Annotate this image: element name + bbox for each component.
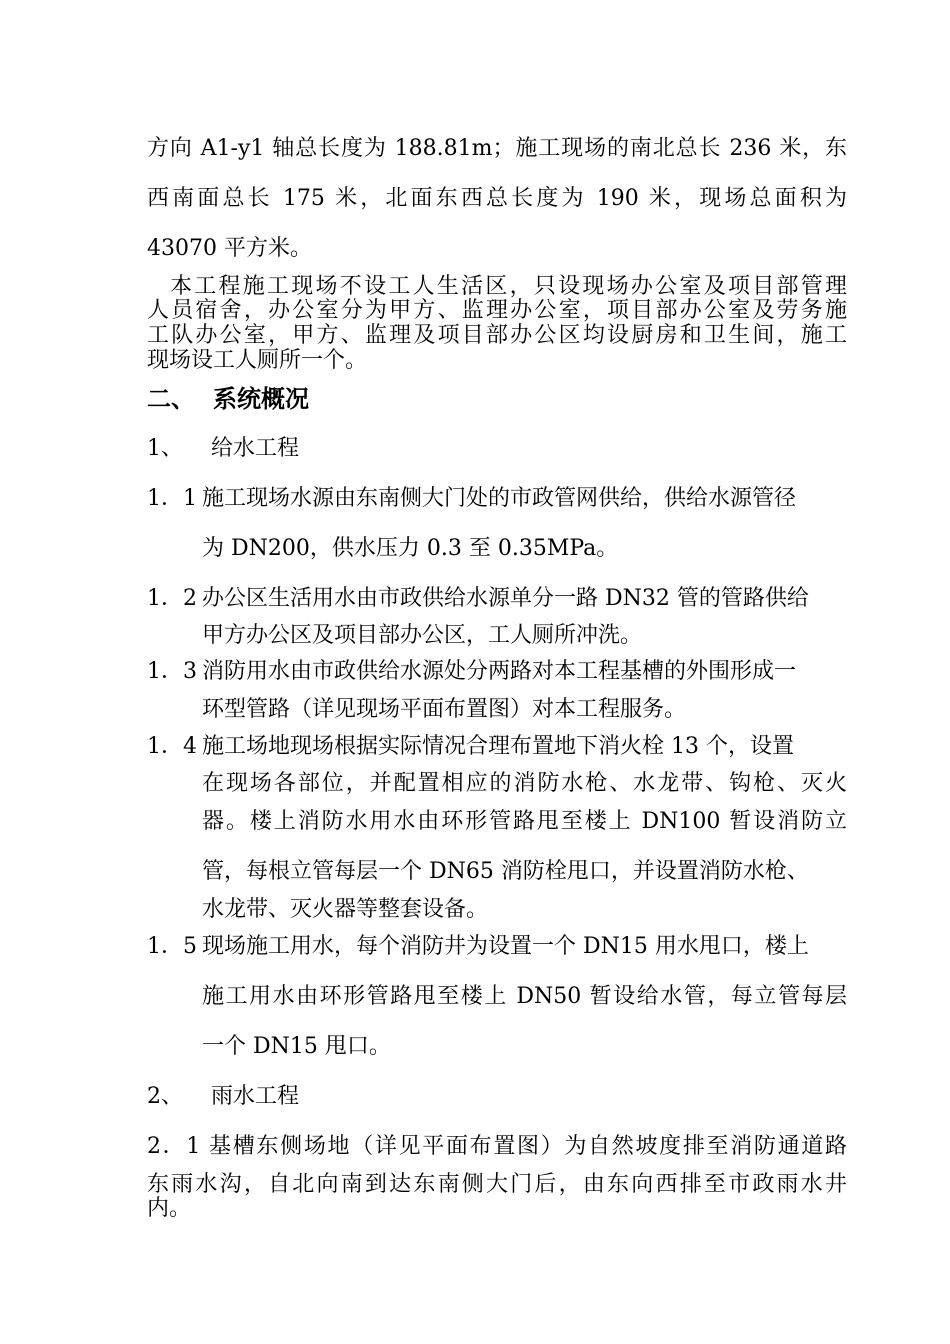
item-1-5-number: 1．5 [147, 934, 197, 959]
section-heading [147, 386, 847, 412]
item-1-1-line-2: 为 DN200，供水压力 0.3 至 0.35MPa。 [202, 536, 619, 561]
item-1-3-text: 消防用水由市政供给水源处分两路对本工程基槽的外围形成一 [202, 659, 797, 684]
item-1-4-number: 1．4 [147, 734, 197, 759]
item-1-4-text: 施工场地现场根据实际情况合理布置地下消火栓 13 个，设置 [202, 734, 794, 759]
para2-line-1: 本工程施工现场不设工人生活区，只设现场办公室及项目部管理 [170, 274, 847, 299]
item-2-1-line-2: 东雨水沟，自北向南到达东南侧大门后，由东向西排至市政雨水井 [147, 1172, 847, 1197]
subsection-1-number: 1、 [147, 436, 183, 461]
intro-line-3: 43070 平方米。 [147, 236, 312, 261]
item-1-2-line-2: 甲方办公区及项目部办公区，工人厕所冲洗。 [202, 623, 643, 648]
item-1-3-line-2: 环型管路（详见现场平面布置图）对本工程服务。 [202, 697, 687, 722]
item-1-4-line-3: 器。楼上消防水用水由环形管路甩至楼上 DN100 暂设消防立 [202, 809, 847, 834]
item-2-1-line-3: 内。 [147, 1196, 192, 1221]
item-1-1-line-1 [147, 486, 847, 512]
subsection-1-heading [147, 436, 847, 462]
item-1-2-number: 1．2 [147, 586, 197, 611]
item-1-4-line-5: 水龙带、灭火器等整套设备。 [202, 897, 489, 922]
section-title: 系统概况 [213, 385, 309, 413]
intro-line-1: 方向 A1-y1 轴总长度为 188.81m；施工现场的南北总长 236 米，东 [147, 136, 847, 161]
item-1-2-text: 办公区生活用水由市政供给水源单分一路 DN32 管的管路供给 [202, 586, 809, 611]
para2-line-4: 现场设工人厕所一个。 [147, 348, 368, 373]
item-1-5-line-2: 施工用水由环形管路甩至楼上 DN50 暂设给水管，每立管每层 [202, 984, 847, 1009]
item-1-1-text: 施工现场水源由东南侧大门处的市政管网供给，供给水源管径 [202, 486, 797, 511]
para2-line-2: 人员宿舍，办公室分为甲方、监理办公室，项目部办公室及劳务施 [147, 298, 847, 323]
item-2-1-line-1: 2．1 基槽东侧场地（详见平面布置图）为自然坡度排至消防通道路 [147, 1134, 847, 1159]
subsection-1-title: 给水工程 [211, 436, 300, 461]
item-1-5-line-3: 一个 DN15 甩口。 [202, 1034, 391, 1059]
subsection-2-number: 2、 [147, 1084, 183, 1109]
subsection-2-title: 雨水工程 [211, 1084, 300, 1109]
item-1-3-line-1 [147, 659, 847, 685]
item-1-5-line-1 [147, 934, 847, 960]
intro-line-2: 西南面总长 175 米，北面东西总长度为 190 米，现场总面积为 [147, 186, 847, 211]
subsection-2-heading [147, 1084, 847, 1110]
item-1-4-line-4: 管，每根立管每层一个 DN65 消防栓甩口，并设置消防水枪、 [202, 859, 809, 884]
item-1-4-line-2: 在现场各部位，并配置相应的消防水枪、水龙带、钩枪、灭火 [202, 771, 847, 796]
item-1-3-number: 1．3 [147, 659, 197, 684]
para2-line-3: 工队办公室，甲方、监理及项目部办公区均设厨房和卫生间，施工 [147, 323, 847, 348]
item-1-5-text: 现场施工用水，每个消防井为设置一个 DN15 用水甩口，楼上 [202, 934, 809, 959]
item-1-1-number: 1．1 [147, 486, 197, 511]
item-1-4-line-1 [147, 734, 847, 760]
section-number: 二、 [147, 385, 195, 413]
item-1-2-line-1 [147, 586, 847, 612]
